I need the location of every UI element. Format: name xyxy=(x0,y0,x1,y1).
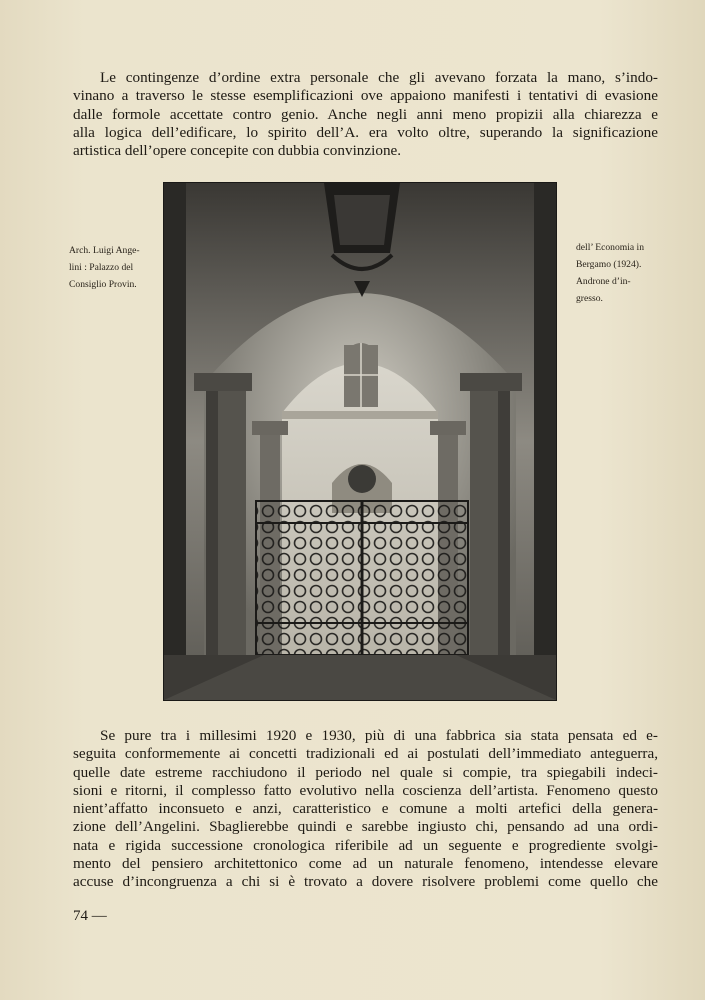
figure-caption-left xyxy=(69,242,157,293)
text-line: Le contingenze d’ordine extra personale che gli avevano forzata la mano, s’indo- xyxy=(100,69,658,86)
caption-line: dell’ Economia in xyxy=(576,242,645,253)
text-line: quelle date estreme racchiudono il periodo nel quale si compie, tra spiegabili indeci- xyxy=(73,763,658,781)
text-line: Se pure tra i millesimi 1920 e 1930, più di una fabbrica sia stata pensata ed e- xyxy=(100,727,658,744)
text-line: alla logica dell’edificare, lo spirito dell’A. era volto oltre, superando la significazione xyxy=(73,123,658,141)
caption-line: Consiglio Provin. xyxy=(69,279,137,290)
figure-caption-right xyxy=(576,239,676,307)
text-line: sioni e ritorni, il complesso fatto evolutivo nella coscienza dell’artista. Fenomeno questo xyxy=(73,781,658,799)
text-line: nient’affatto inconsueto e anzi, caratteristico e comune a molti artefici della genera- xyxy=(73,800,658,818)
caption-line: lini : Palazzo del xyxy=(69,262,134,273)
page-number: 74 — xyxy=(73,908,107,924)
text-line: seguita conformemente ai concetti tradizionali ed ai postulati dell’immediato anteguerra, xyxy=(73,745,658,763)
text-line: dalle formole accettate contro genio. Anche negli anni meno propizii alla chiarezza e xyxy=(73,105,658,123)
paragraph-intro xyxy=(73,69,658,160)
caption-line: Bergamo (1924). xyxy=(576,259,642,270)
photograph-entrance-hall xyxy=(164,183,556,700)
caption-line: gresso. xyxy=(576,293,603,304)
caption-line: Arch. Luigi Ange- xyxy=(69,245,140,256)
paragraph-main xyxy=(73,727,658,892)
text-line: mento del pensiero architettonico come ad un naturale fenomeno, intendesse elevare xyxy=(73,855,658,873)
text-line: accuse d’incongruenza a chi si è trovato a dovere risolvere problemi come quello che xyxy=(73,873,658,891)
caption-line: Androne d’in- xyxy=(576,276,631,287)
text-line: nata e rigida successione cronologica riferibile ad un seguente e progrediente svolgi- xyxy=(73,836,658,854)
text-line: zione dell’Angelini. Sbaglierebbe quindi e sarebbe ingiusto chi, pensando ad una ordi- xyxy=(73,818,658,836)
text-line: artistica dell’opere concepite con dubbia convinzione. xyxy=(73,142,402,160)
text-line: vinano a traverso le stesse esemplificazioni ove appaiono manifesti i tentativi di evasione xyxy=(73,87,658,105)
